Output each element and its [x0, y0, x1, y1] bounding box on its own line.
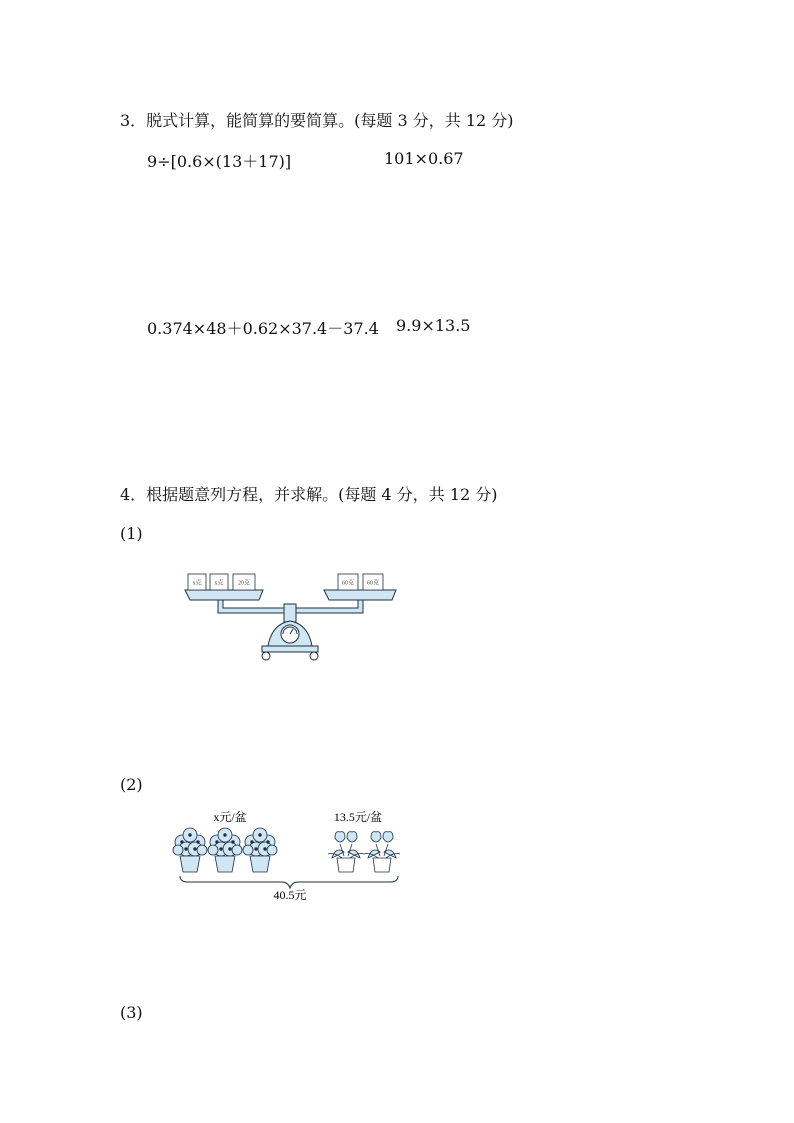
- scale-wheel-right: [310, 652, 318, 660]
- flower-pots-illustration: [168, 806, 410, 906]
- expression-3: 0.374×48＋0.62×37.4－37.4: [147, 319, 379, 338]
- hydrangea-pot: [173, 828, 207, 872]
- scale-stem: [284, 604, 296, 622]
- expression-1: 9÷[0.6×(13＋17)]: [147, 152, 292, 171]
- tulip-pot: [364, 832, 400, 872]
- left-pan: [185, 590, 263, 600]
- scale-foot: [262, 646, 318, 652]
- weight-label: 20克: [237, 580, 251, 587]
- hydrangea-pot: [208, 828, 242, 872]
- weight-label: x克: [192, 580, 202, 587]
- right-pan: [324, 590, 396, 600]
- hydrangea-pot: [243, 828, 277, 872]
- weight-label: x克: [214, 580, 224, 587]
- price-label-hydrangea: x元/盆: [213, 810, 247, 824]
- price-label-tulip: 13.5元/盆: [333, 810, 383, 824]
- tulip-pot: [328, 832, 364, 872]
- expression-4: 9.9×13.5: [396, 316, 471, 335]
- question-3-title: 3．脱式计算，能简算的要简算。(每题 3 分，共 12 分): [120, 111, 514, 130]
- expression-2: 101×0.67: [384, 149, 464, 168]
- subquestion-2-label: (2): [120, 775, 143, 794]
- subquestion-1-label: (1): [120, 524, 143, 543]
- weight-label: 60克: [341, 580, 355, 587]
- total-brace: [180, 876, 398, 888]
- subquestion-3-label: (3): [120, 1003, 143, 1022]
- weight-label: 60克: [366, 580, 380, 587]
- balance-scale-illustration: [180, 568, 402, 664]
- total-price-label: 40.5元: [273, 888, 307, 902]
- scale-wheel-left: [262, 652, 270, 660]
- question-4-title: 4．根据题意列方程，并求解。(每题 4 分，共 12 分): [120, 485, 498, 504]
